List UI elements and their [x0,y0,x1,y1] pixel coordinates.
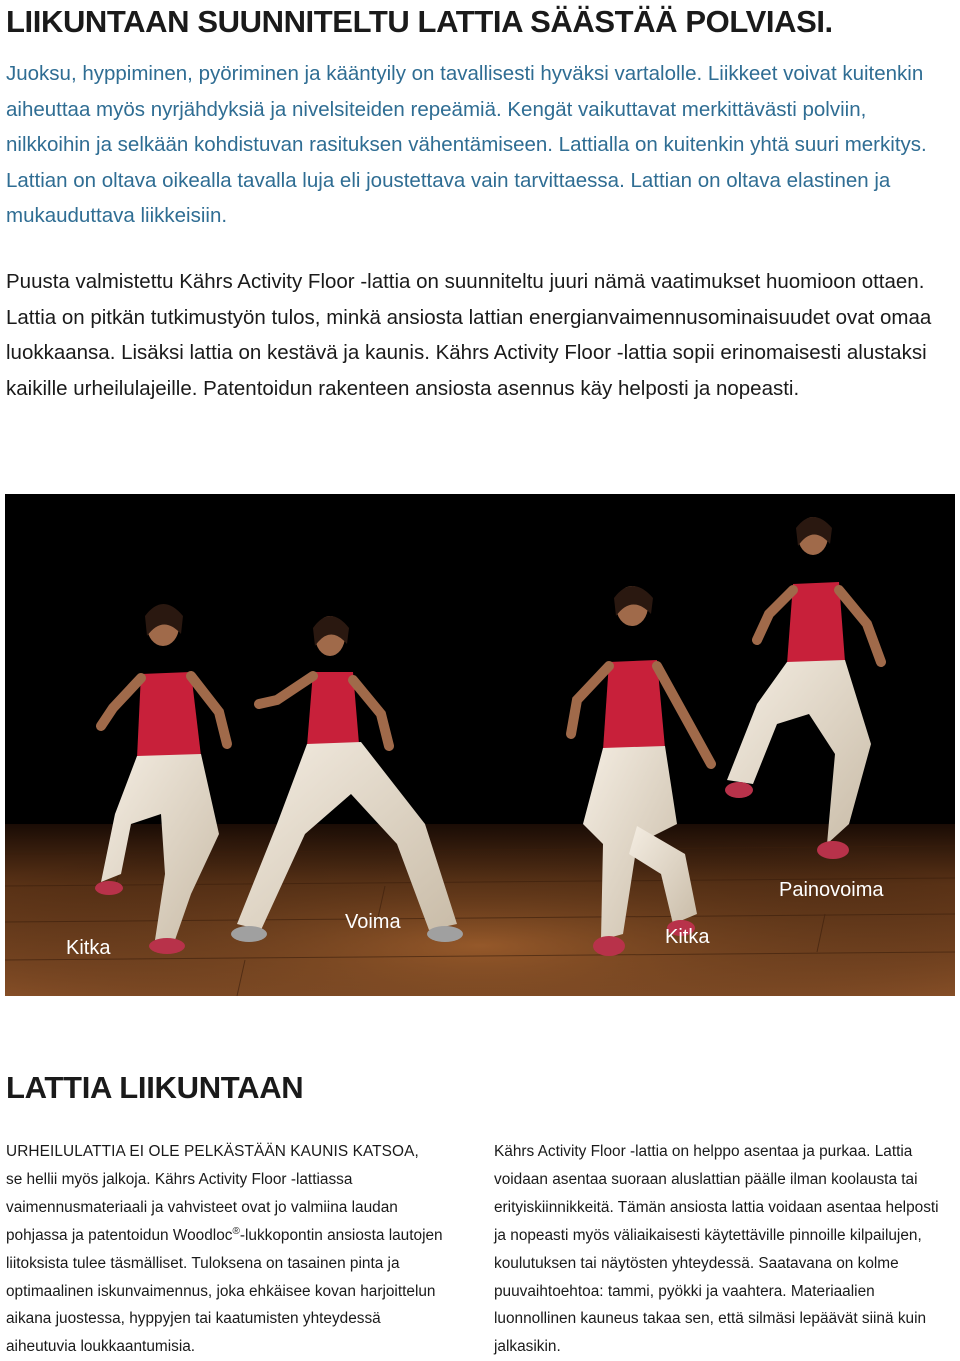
dancer-photo-graphic [5,494,955,996]
label-kitka-left: Kitka [66,937,111,959]
right-column [494,1138,939,1361]
left-column-text [6,1138,451,1361]
left-column-text-a: se hellii myös jalkoja. Kährs Activity Floor -lattiassa vaimennusmateriaali ja vahvisteet ovat jo valmiina laudan pohjassa ja patentoidun Woodloc [6,1170,398,1244]
label-voima: Voima [345,911,401,933]
dancer-photo [5,494,955,996]
registered-mark: ® [232,1225,240,1237]
body-paragraph: Puusta valmistettu Kährs Activity Floor -lattia on suunniteltu juuri nämä vaatimukset huomioon ottaen. Lattia on pitkän tutkimustyön tulos, minkä ansiosta lattian energianvaimennusominaisuudet ovat omaa luokkaansa. Lisäksi lattia on kestävä ja kaunis. Kährs Activity Floor -lattia sopii erinomaisesti alustaksi kaikille urheilulajeille. Patentoidun rakenteen ansiosta asennus käy helposti ja nopeasti. [6,270,932,400]
label-kitka-right: Kitka [665,926,710,948]
page-heading: LIIKUNTAAN SUUNNITELTU LATTIA SÄÄSTÄÄ POLVIASI. [6,4,833,39]
label-painovoima: Painovoima [779,879,884,901]
left-column-text-b: -lukkopontin ansiosta lautojen liitoksista tulee täsmälliset. Tuloksena on tasainen pinta ja optimaalinen iskunvaimennus, joka ehkäisee kovan harjoittelun aikana juostessa, hyppyjen tai kaatumisten yhteydessä aiheutuvia loukkaantumisia. [6,1226,443,1356]
left-column-lead: URHEILULATTIA EI OLE PELKÄSTÄÄN KAUNIS KATSOA, [6,1143,419,1160]
intro-paragraph: Juoksu, hyppiminen, pyöriminen ja kääntyily on tavallisesti hyväksi vartalolle. Liikkeet voivat kuitenkin aiheuttaa myös nyrjähdyksiä ja nivelsiteiden repeämiä. Kengät vaikuttavat merkittävästi polviin, nilkkoihin ja selkään kohdistuvan rasituksen vähentämiseen. Lattialla on kuitenkin yhtä suuri merkitys. Lattian on oltava oikealla tavalla luja eli joustettava vain tarvittaessa. Lattian on oltava elastinen ja mukauduttava liikkeisiin. [6,62,927,227]
right-column-text: Kährs Activity Floor -lattia on helppo asentaa ja purkaa. Lattia voidaan asentaa suoraan aluslattian päälle ilman koolausta tai erityiskiinnikkeitä. Tämän ansiosta lattia voidaan asentaa helposti ja nopeasti myös väliaikaisesti käytettäville pinnoille kilpailujen, koulutuksen tai näytösten yhteydessä. Saatavana on kolme puuvaihtoehtoa: tammi, pyökki ja vaahtera. Materiaalien luonnollinen kauneus takaa sen, että silmäsi lepäävät siinä kuin jalkasikin. [494,1143,939,1356]
section-heading: LATTIA LIIKUNTAAN [6,1070,304,1105]
left-column [6,1138,451,1361]
